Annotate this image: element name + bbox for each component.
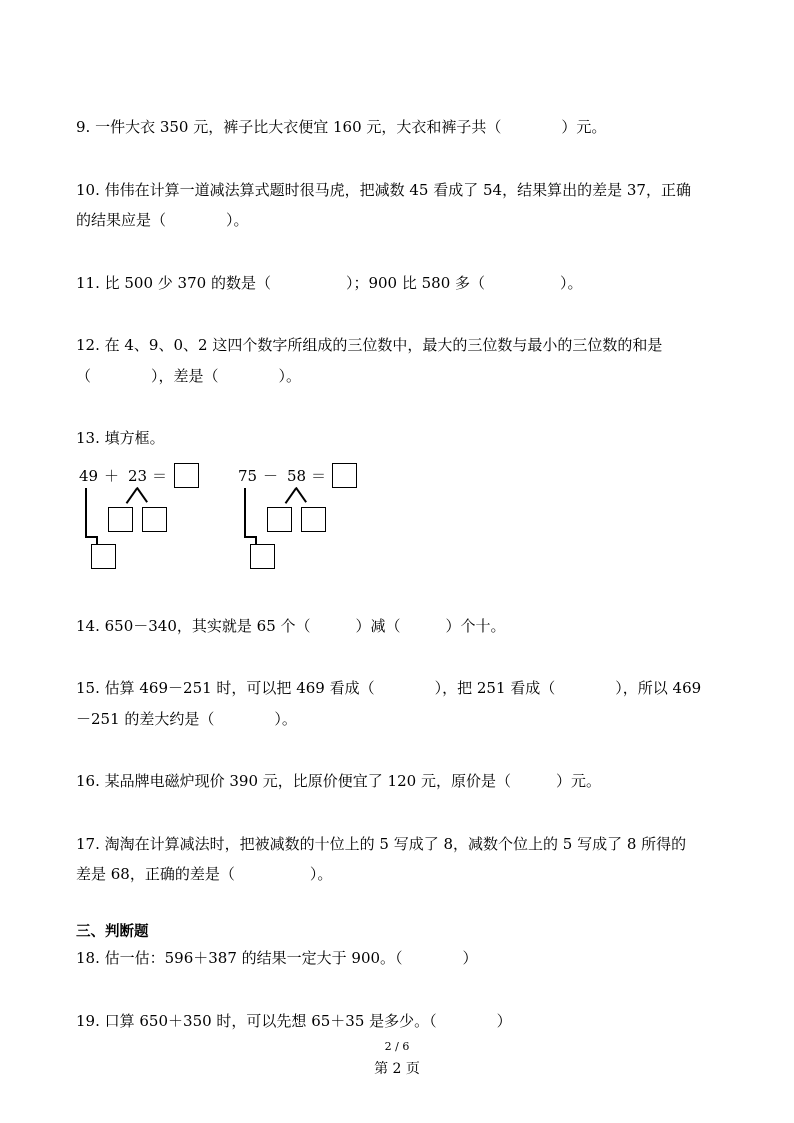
question-12-line1: 12. 在 4、9、0、2 这四个数字所组成的三位数中，最大的三位数与最小的三位数的和是 [76,336,663,354]
question-19: 19. 口算 650＋350 时，可以先想 65＋35 是多少。（ ） [76,1012,512,1030]
equation-right-op: － [263,467,279,485]
equation-right-b: 58 [287,467,307,485]
answer-box-left-partial[interactable] [91,544,116,569]
question-17-line2: 差是 68，正确的差是（ ）。 [76,865,333,883]
answer-box-left-result[interactable] [174,463,199,488]
equation-right-eq: ＝ [311,467,327,485]
answer-box-right-split-1[interactable] [267,507,292,532]
question-13: 13. 填方框。 [76,429,165,447]
connector-line [255,536,257,544]
connector-line [96,536,98,544]
connector-line [244,488,246,537]
question-18: 18. 估一估：596＋387 的结果一定大于 900。（ ） [76,949,478,967]
split-line [295,487,307,503]
connector-line [85,488,87,537]
page-fraction: 2 / 6 [384,1040,410,1053]
equation-left-b: 23 [128,467,148,485]
answer-box-right-partial[interactable] [250,544,275,569]
question-11: 11. 比 500 少 370 的数是（ ）；900 比 580 多（ ）。 [76,274,583,292]
split-line [136,487,148,503]
split-line [285,488,297,504]
section-title: 三、判断题 [76,923,149,940]
equation-left-eq: ＝ [152,467,168,485]
equation-left-a: 49 [79,467,99,485]
page-label: 第 2 页 [374,1061,420,1077]
answer-box-right-result[interactable] [332,463,357,488]
question-10-line1: 10. 伟伟在计算一道减法算式题时很马虎，把减数 45 看成了 54，结果算出的差是 37，正确 [76,181,691,199]
question-9: 9. 一件大衣 350 元，裤子比大衣便宜 160 元，大衣和裤子共（ ）元。 [76,118,607,136]
question-15-line2: －251 的差大约是（ ）。 [76,710,297,728]
equation-left-op: ＋ [104,467,120,485]
question-12-line2: （ ），差是（ ）。 [76,367,302,385]
question-17-line1: 17. 淘淘在计算减法时，把被减数的十位上的 5 写成了 8，减数个位上的 5 写成了 8 所得的 [76,835,687,853]
question-16: 16. 某品牌电磁炉现价 390 元，比原价便宜了 120 元，原价是（ ）元。 [76,772,601,790]
answer-box-left-split-2[interactable] [142,507,167,532]
answer-box-left-split-1[interactable] [108,507,133,532]
question-15-line1: 15. 估算 469－251 时，可以把 469 看成（ ），把 251 看成（ ），所以 469 [76,679,702,697]
equation-right-a: 75 [238,467,258,485]
answer-box-right-split-2[interactable] [301,507,326,532]
question-10-line2: 的结果应是（ ）。 [76,211,249,229]
split-line [126,488,138,504]
question-14: 14. 650－340，其实就是 65 个（ ）减（ ）个十。 [76,617,506,635]
